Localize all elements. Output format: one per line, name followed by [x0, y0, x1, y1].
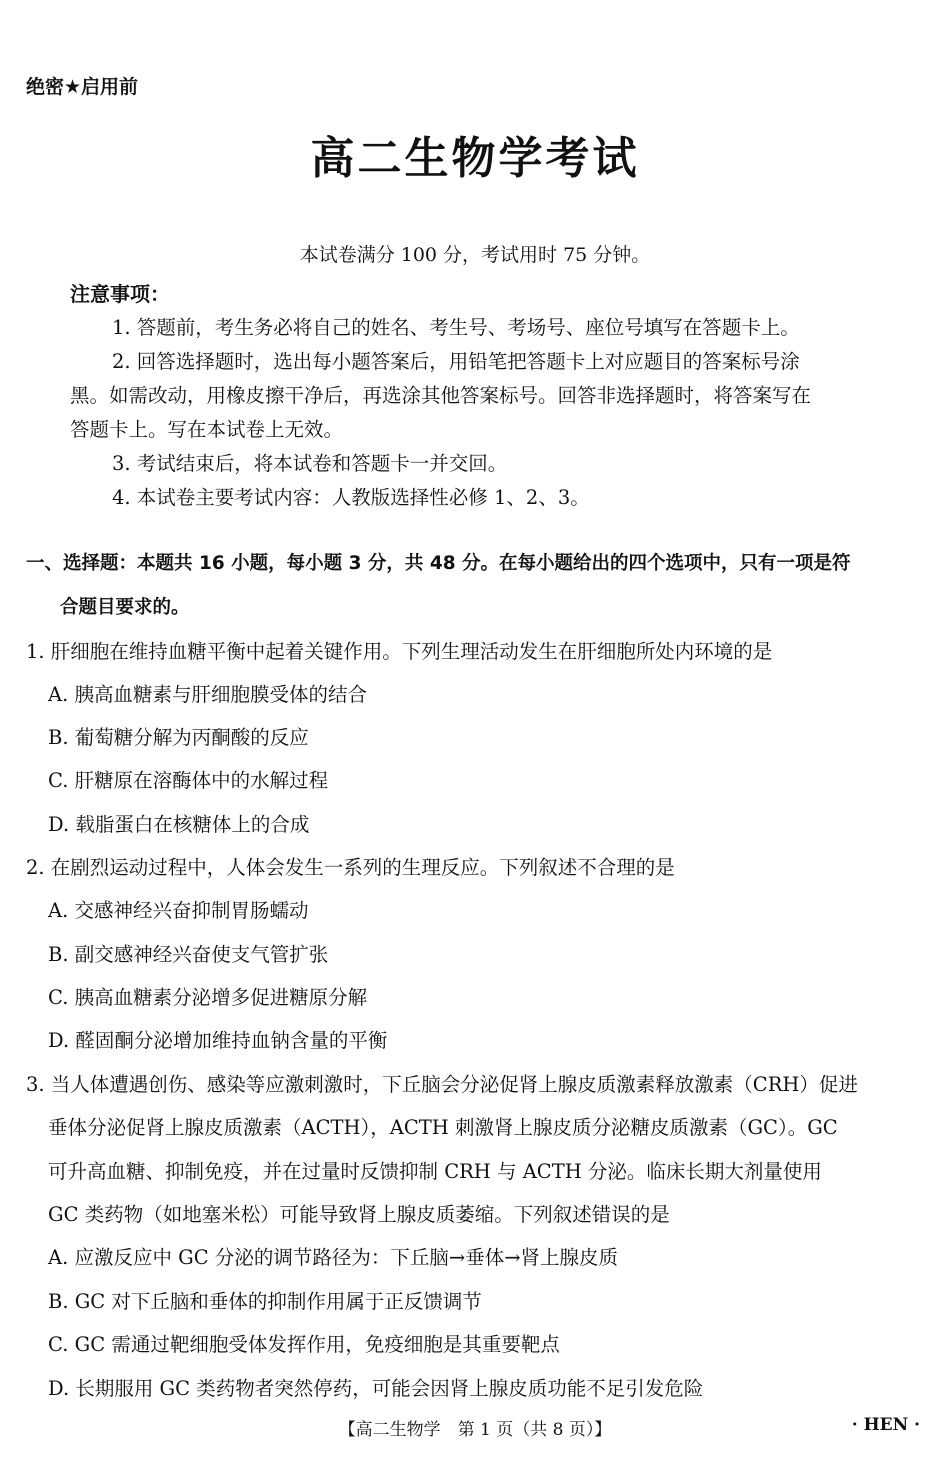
question-2-option-a: A. 交感神经兴奋抑制胃肠蠕动	[48, 899, 309, 922]
question-2-option-c: C. 胰高血糖素分泌增多促进糖原分解	[48, 986, 368, 1009]
section-heading-cont: 合题目要求的。	[60, 597, 190, 618]
question-1-option-a: A. 胰高血糖素与肝细胞膜受体的结合	[48, 683, 367, 706]
notice-line: 答题卡上。写在本试卷上无效。	[70, 418, 344, 441]
question-3-stem-line: 可升高血糖、抑制免疫，并在过量时反馈抑制 CRH 与 ACTH 分泌。临床长期大剂量使用	[48, 1160, 822, 1183]
question-3-option-a: A. 应激反应中 GC 分泌的调节路径为：下丘脑→垂体→肾上腺皮质	[48, 1246, 619, 1269]
question-3-stem-line: 3. 当人体遭遇创伤、感染等应激刺激时，下丘脑会分泌促肾上腺皮质激素释放激素（CRH）促进	[26, 1073, 858, 1096]
section-heading: 一、选择题：本题共 16 小题，每小题 3 分，共 48 分。在每小题给出的四个选项中，只有一项是符	[26, 553, 851, 574]
question-2-option-b: B. 副交感神经兴奋使支气管扩张	[48, 943, 329, 966]
question-1-option-c: C. 肝糖原在溶酶体中的水解过程	[48, 769, 329, 792]
notice-heading: 注意事项：	[70, 282, 170, 306]
question-3-stem-line: GC 类药物（如地塞米松）可能导致肾上腺皮质萎缩。下列叙述错误的是	[48, 1203, 670, 1226]
notice-line: 3. 考试结束后，将本试卷和答题卡一并交回。	[112, 452, 508, 475]
question-1-option-b: B. 葡萄糖分解为丙酮酸的反应	[48, 726, 309, 749]
question-3-stem-line: 垂体分泌促肾上腺皮质激素（ACTH），ACTH 刺激肾上腺皮质分泌糖皮质激素（GC）。GC	[48, 1116, 838, 1139]
notice-line: 2. 回答选择题时，选出每小题答案后，用铅笔把答题卡上对应题目的答案标号涂	[112, 350, 800, 373]
question-3-option-b: B. GC 对下丘脑和垂体的抑制作用属于正反馈调节	[48, 1290, 482, 1313]
notice-line: 黑。如需改动，用橡皮擦干净后，再选涂其他答案标号。回答非选择题时，将答案写在	[70, 384, 812, 407]
confidential-label: 绝密★启用前	[26, 76, 139, 98]
question-1-stem: 1. 肝细胞在维持血糖平衡中起着关键作用。下列生理活动发生在肝细胞所处内环境的是	[26, 640, 773, 663]
notice-line: 1. 答题前，考生务必将自己的姓名、考生号、考场号、座位号填写在答题卡上。	[112, 316, 800, 339]
question-3-option-d: D. 长期服用 GC 类药物者突然停药，可能会因肾上腺皮质功能不足引发危险	[48, 1377, 704, 1400]
page-footer: 【高二生物学 第 1 页（共 8 页）】	[338, 1420, 612, 1440]
exam-title: 高二生物学考试	[310, 133, 640, 184]
question-3-option-c: C. GC 需通过靶细胞受体发挥作用，免疫细胞是其重要靶点	[48, 1333, 560, 1356]
notice-line: 4. 本试卷主要考试内容：人教版选择性必修 1、2、3。	[112, 486, 590, 509]
question-2-option-d: D. 醛固酮分泌增加维持血钠含量的平衡	[48, 1029, 388, 1052]
question-1-option-d: D. 载脂蛋白在核糖体上的合成	[48, 813, 310, 836]
exam-subtitle: 本试卷满分 100 分，考试用时 75 分钟。	[299, 244, 651, 266]
paper-code: · HEN ·	[851, 1415, 920, 1435]
question-2-stem: 2. 在剧烈运动过程中，人体会发生一系列的生理反应。下列叙述不合理的是	[26, 856, 675, 879]
